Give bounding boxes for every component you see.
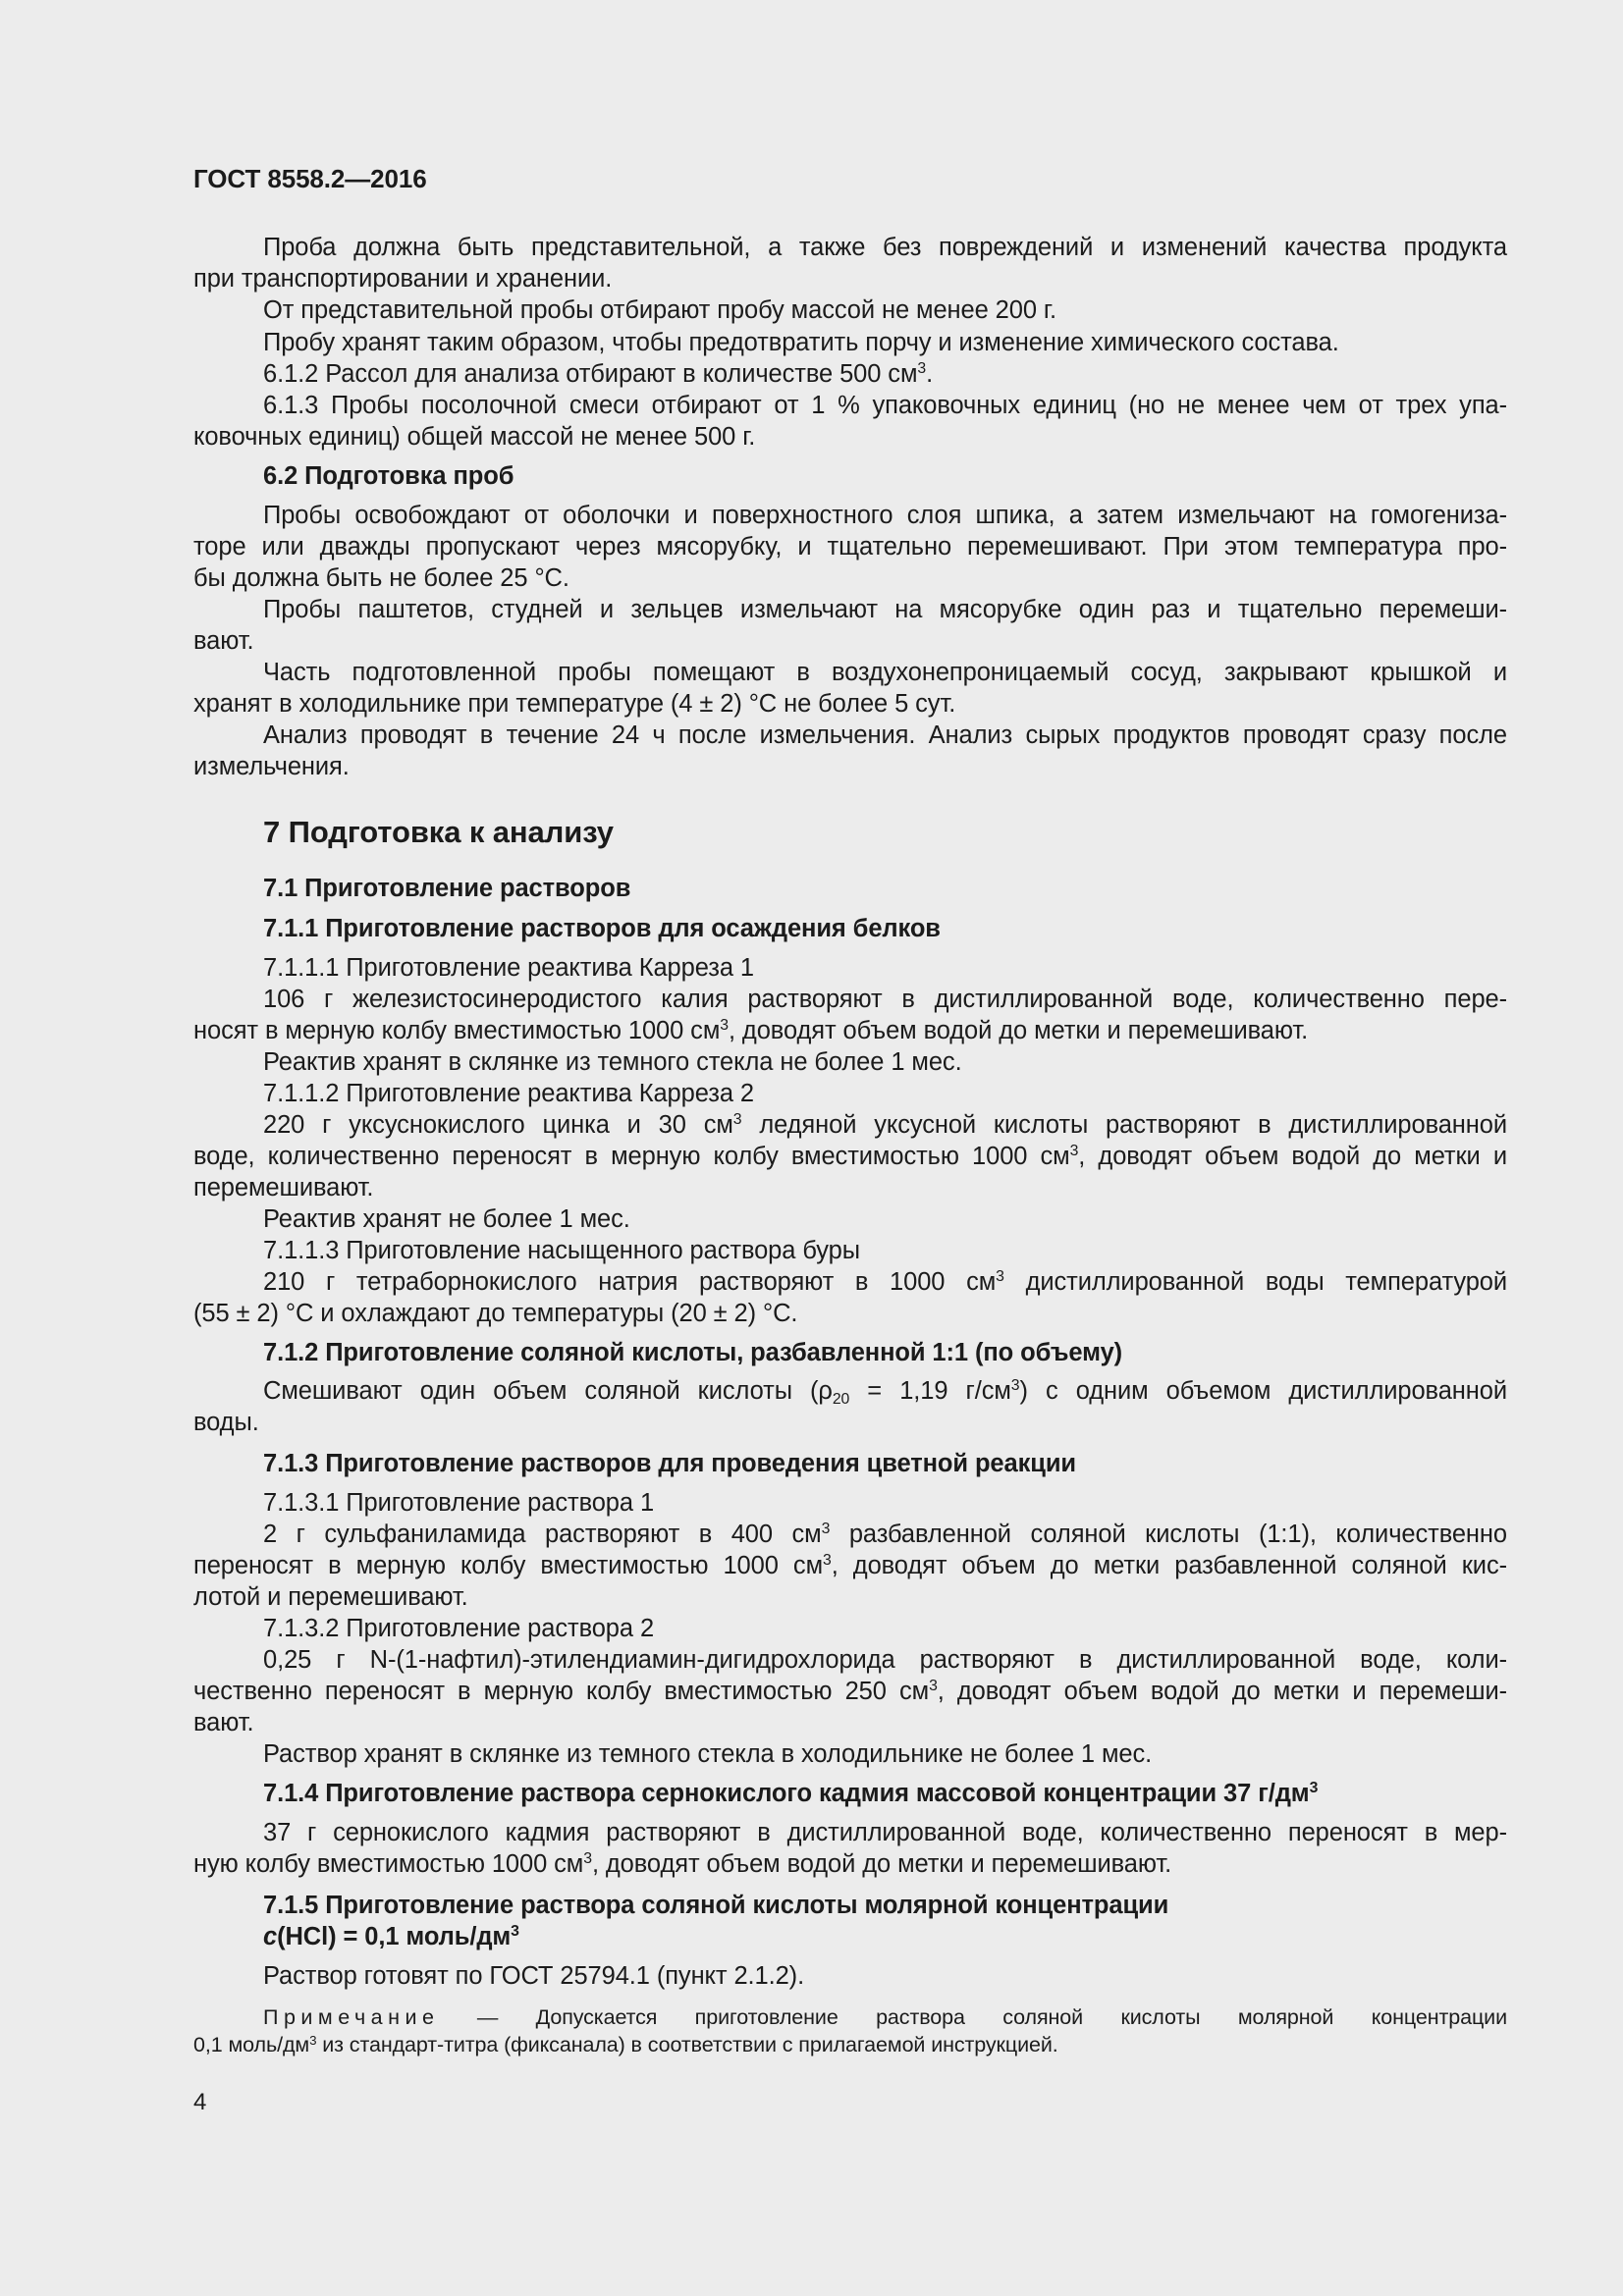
clause-7-1-3-1: 7.1.3.1 Приготовление раствора 1 xyxy=(263,1489,655,1517)
document-code: ГОСТ 8558.2—2016 xyxy=(193,164,427,193)
paragraph: Раствор хранят в склянке из темного стекла в холодильнике не более 1 мес. xyxy=(263,1740,1153,1768)
clause-6-1-3: 6.1.3 Пробы посолочной смеси отбирают от 1 % упаковочных единиц (но не менее чем от трех упа- xyxy=(263,392,1507,419)
paragraph: Раствор готовят по ГОСТ 25794.1 (пункт 2.1.2). xyxy=(263,1962,805,1990)
paragraph: 37 г сернокислого кадмия растворяют в дистиллированной воде, количественно переносят в мер- xyxy=(263,1819,1507,1846)
paragraph: Часть подготовленной пробы помещают в воздухонепроницаемый сосуд, закрывают крышкой и xyxy=(263,659,1507,686)
paragraph: Проба должна быть представительной, а также без повреждений и изменений качества продукта xyxy=(263,234,1507,261)
paragraph: (55 ± 2) °С и охлаждают до температуры (20 ± 2) °С. xyxy=(193,1300,798,1327)
paragraph: перемешивают. xyxy=(193,1174,374,1201)
paragraph: 220 г уксуснокислого цинка и 30 $см^3$ ледяной уксусной кислоты растворяют в дистиллированной xyxy=(263,1111,1507,1139)
note: Примечание — Допускается приготовление раствора соляной кислоты молярной концентрации xyxy=(263,2005,1507,2029)
paragraph: 2 г сульфаниламида растворяют в 400 $см^3$ разбавленной соляной кислоты (1:1), количественно xyxy=(263,1521,1507,1548)
note: 0,1 моль/$дм^3$ из стандарт-титра (фиксанала) в соответствии с прилагаемой инструкцией. xyxy=(193,2032,1058,2056)
page-number: 4 xyxy=(193,2089,207,2115)
section-heading-7: 7 Подготовка к анализу xyxy=(263,815,614,849)
paragraph: Анализ проводят в течение 24 ч после измельчения. Анализ сырых продуктов проводят сразу после xyxy=(263,721,1507,749)
note-label: Примечание xyxy=(263,2005,440,2029)
paragraph: вают. xyxy=(193,627,254,655)
paragraph: 210 г тетраборнокислого натрия растворяют в 1000 $см^3$ дистиллированной воды температурой xyxy=(263,1268,1507,1296)
paragraph: воде, количественно переносят в мерную колбу вместимостью 1000 $см^3$, доводят объем водой до метки и xyxy=(193,1143,1507,1170)
section-heading-7-1-2: 7.1.2 Приготовление соляной кислоты, разбавленной 1:1 (по объему) xyxy=(263,1339,1123,1366)
paragraph: воды. xyxy=(193,1409,259,1436)
section-heading-7-1-5-formula: c(HCl) = 0,1 моль/$дм^3$ xyxy=(263,1923,519,1950)
section-heading-7-1: 7.1 Приготовление растворов xyxy=(263,875,631,902)
paragraph: вают. xyxy=(193,1709,254,1736)
paragraph: ную колбу вместимостью 1000 $см^3$, доводят объем водой до метки и перемешивают. xyxy=(193,1850,1172,1878)
clause-7-1-1-1: 7.1.1.1 Приготовление реактива Карреза 1 xyxy=(263,954,754,982)
paragraph: Пробы паштетов, студней и зельцев измельчают на мясорубке один раз и тщательно перемеши- xyxy=(263,596,1507,623)
paragraph: переносят в мерную колбу вместимостью 1000 $см^3$, доводят объем до метки разбавленной соляной кис- xyxy=(193,1552,1507,1579)
clause-7-1-1-3: 7.1.1.3 Приготовление насыщенного раствора буры xyxy=(263,1237,860,1264)
section-heading-7-1-1: 7.1.1 Приготовление растворов для осаждения белков xyxy=(263,915,941,942)
paragraph: Пробу хранят таким образом, чтобы предотвратить порчу и изменение химического состава. xyxy=(263,329,1339,356)
clause-7-1-3-2: 7.1.3.2 Приготовление раствора 2 xyxy=(263,1615,655,1642)
paragraph: Реактив хранят в склянке из темного стекла не более 1 мес. xyxy=(263,1048,962,1076)
paragraph: 0,25 г N-(1-нафтил)-этилендиамин-дигидрохлорида растворяют в дистиллированной воде, коли- xyxy=(263,1646,1507,1674)
section-heading-7-1-4: 7.1.4 Приготовление раствора сернокислого кадмия массовой концентрации 37 $г/дм^3$ xyxy=(263,1780,1319,1807)
paragraph: Пробы освобождают от оболочки и поверхностного слоя шпика, а затем измельчают на гомогениза- xyxy=(263,502,1507,529)
paragraph: носят в мерную колбу вместимостью 1000 $см^3$, доводят объем водой до метки и перемешивают. xyxy=(193,1017,1309,1044)
section-heading-7-1-5: 7.1.5 Приготовление раствора соляной кислоты молярной концентрации xyxy=(263,1892,1169,1919)
paragraph: От представительной пробы отбирают пробу массой не менее 200 г. xyxy=(263,296,1056,324)
paragraph: лотой и перемешивают. xyxy=(193,1583,468,1611)
section-heading-7-1-3: 7.1.3 Приготовление растворов для проведения цветной реакции xyxy=(263,1450,1076,1477)
paragraph: 106 г железистосинеродистого калия растворяют в дистиллированной воде, количественно пере- xyxy=(263,986,1507,1013)
paragraph: Смешивают один объем соляной кислоты ($\rho_{20} = 1,19$ $г/см^3$) с одним объемом дистиллированной xyxy=(263,1377,1507,1408)
paragraph: бы должна быть не более 25 °С. xyxy=(193,564,569,592)
paragraph: Реактив хранят не более 1 мес. xyxy=(263,1205,630,1233)
paragraph: измельчения. xyxy=(193,753,350,780)
clause-6-1-2: 6.1.2 Рассол для анализа отбирают в количестве 500 $см^3$. xyxy=(263,360,934,388)
paragraph: ковочных единиц) общей массой не менее 500 г. xyxy=(193,423,756,451)
paragraph: торе или дважды пропускают через мясорубку, и тщательно перемешивают. При этом температура про- xyxy=(193,533,1507,561)
paragraph: чественно переносят в мерную колбу вместимостью 250 $см^3$, доводят объем водой до метки и перемеши- xyxy=(193,1678,1508,1705)
paragraph: хранят в холодильнике при температуре (4 ± 2) °С не более 5 сут. xyxy=(193,690,956,718)
paragraph: при транспортировании и хранении. xyxy=(193,265,613,293)
clause-7-1-1-2: 7.1.1.2 Приготовление реактива Карреза 2 xyxy=(263,1080,754,1107)
section-heading-6-2: 6.2 Подготовка проб xyxy=(263,462,514,490)
